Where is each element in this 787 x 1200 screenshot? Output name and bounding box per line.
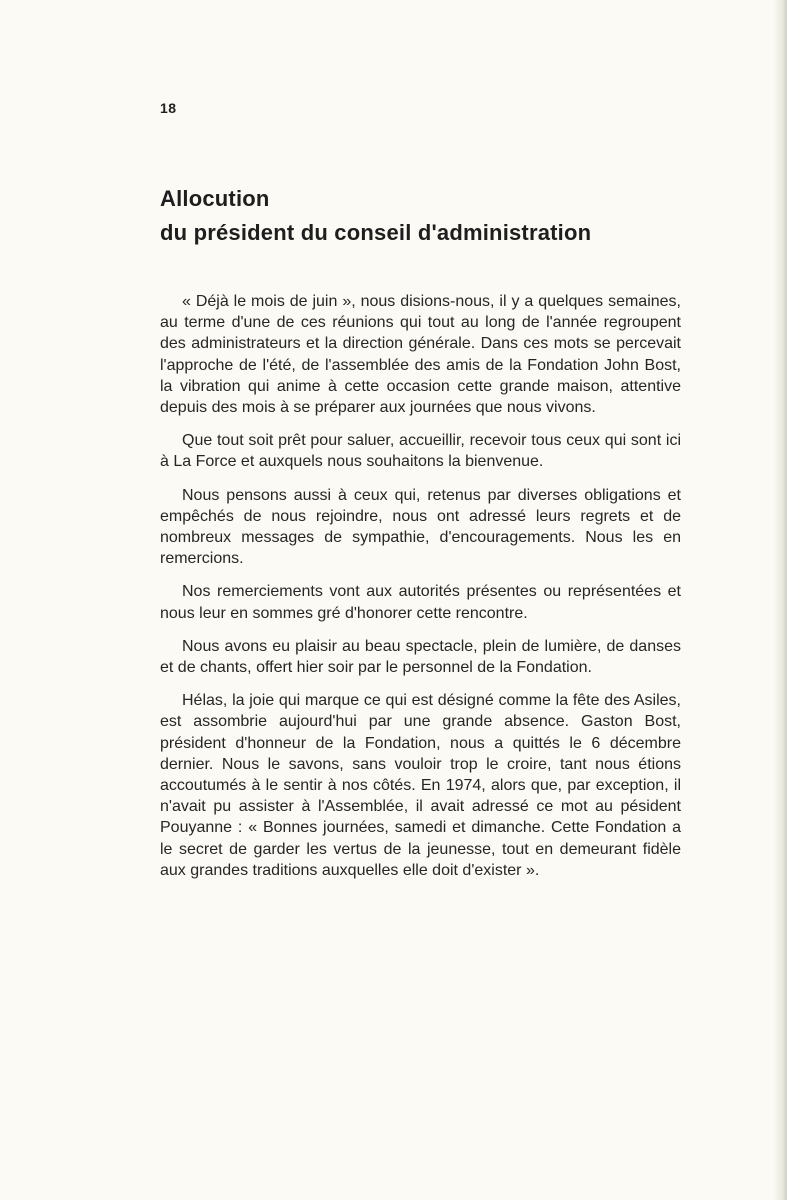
- page-edge-shadow: [773, 0, 787, 1200]
- title-line-1: Allocution: [160, 186, 270, 211]
- paragraph: Que tout soit prêt pour saluer, accueillir, recevoir tous ceux qui sont ici à La Force et auxquels nous souhaitons la bienvenue.: [160, 432, 681, 471]
- paragraph: Nous pensons aussi à ceux qui, retenus par diverses obligations et empêchés de nous rejoindre, nous ont adressé leurs regrets et de nombreux messages de sympathie, d'encouragements. Nous les en remercions.: [160, 486, 681, 568]
- body-text: [160, 291, 681, 893]
- page-title: [160, 182, 591, 250]
- title-line-2: du président du conseil d'administration: [160, 220, 592, 245]
- paragraph: Nos remerciements vont aux autorités présentes ou représentées et nous leur en sommes gré d'honorer cette rencontre.: [160, 583, 681, 622]
- paragraph: Nous avons eu plaisir au beau spectacle, plein de lumière, de danses et de chants, offert hier soir par le personnel de la Fondation.: [160, 637, 681, 677]
- paragraph: Hélas, la joie qui marque ce qui est désigné comme la fête des Asiles, est assombrie aujourd'hui par une grande absence. Gaston Bost, président d'honneur de la Fondation, nous a quittés le 6 décembre dernier. Nous le savons, sans vouloir trop le croire, tant nous étions accoutumés à le sentir à nos côtés. En 1974, alors que, par exception, il n'avait pu assister à l'Assemblée, il avait adressé ce mot au pésident Pouyanne : « Bonnes journées, samedi et dimanche. Cette Fondation a le secret de garder les vertus de la jeunesse, tout en demeurant fidèle aux grandes traditions auxquelles elle doit d'exister ».: [160, 692, 681, 879]
- paragraph: « Déjà le mois de juin », nous disions-nous, il y a quelques semaines, au terme d'une de ces réunions qui tout au long de l'année regroupent des administrateurs et la direction générale. Dans ces mots se percevait l'approche de l'été, de l'assemblée des amis de la Fondation John Bost, la vibration qui anime à cette occasion cette grande maison, attentive depuis des mois à se préparer aux journées que nous vivons.: [160, 293, 681, 417]
- page-number: 18: [160, 100, 177, 116]
